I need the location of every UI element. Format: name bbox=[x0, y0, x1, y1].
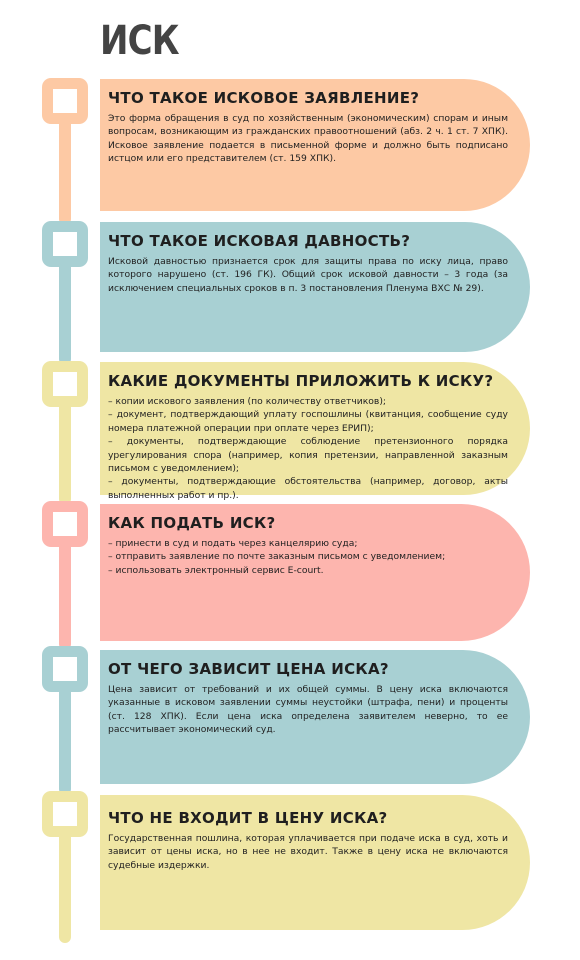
list-item: – отправить заявление по почте заказным письмом с уведомлением; bbox=[108, 551, 446, 563]
list-item: – документы, подтверждающие соблюдение претензионного порядка урегулирования спора (например, копия претензии, направленной заказным письмом с уведомлением); bbox=[108, 436, 508, 475]
list-item: – принести в суд и подать через канцелярию суда; bbox=[108, 538, 358, 549]
section-heading: ОТ ЧЕГО ЗАВИСИТ ЦЕНА ИСКА? bbox=[108, 660, 389, 678]
list-item: – документы, подтверждающие обстоятельства (например, договор, акты выполненных работ и пр.). bbox=[108, 476, 508, 501]
section-card-6 bbox=[100, 795, 530, 930]
timeline-marker-3 bbox=[42, 361, 88, 407]
section-card-5 bbox=[100, 650, 530, 784]
list-item: – использовать электронный сервис E-court. bbox=[108, 564, 324, 576]
section-heading: ЧТО ТАКОЕ ИСКОВОЕ ЗАЯВЛЕНИЕ? bbox=[108, 89, 420, 107]
timeline-marker-4 bbox=[42, 501, 88, 547]
timeline-marker-5 bbox=[42, 646, 88, 692]
section-card-2 bbox=[100, 222, 530, 352]
page-title: ИСК bbox=[100, 18, 179, 64]
section-heading: КАКИЕ ДОКУМЕНТЫ ПРИЛОЖИТЬ К ИСКУ? bbox=[108, 372, 494, 390]
section-card-4 bbox=[100, 504, 530, 641]
section-text: Цена зависит от требований и их общей суммы. В цену иска включаются указанные в исковом заявлении суммы неустойки (штрафа, пени) и проценты (ст. 128 ХПК). Если цена иска определена заявителем неверно, то ее рассчитывает экономический суд. bbox=[108, 684, 508, 736]
section-heading: КАК ПОДАТЬ ИСК? bbox=[108, 514, 276, 532]
section-heading: ЧТО НЕ ВХОДИТ В ЦЕНУ ИСКА? bbox=[108, 809, 388, 827]
timeline-marker-6 bbox=[42, 791, 88, 837]
section-text: Государственная пошлина, которая уплачивается при подаче иска в суд, хоть и зависит от цены иска, но в нее не входит. Также в цену иска не включаются судебные издержки. bbox=[108, 833, 508, 871]
timeline-marker-2 bbox=[42, 221, 88, 267]
section-text: Исковой давностью признается срок для защиты права по иску лица, право которого нарушено (ст. 196 ГК). Общий срок исковой давности – 3 года (за исключением специальных сроков в п. 3 постановления Пленума ВХС № 29). bbox=[108, 256, 508, 294]
list-item: – копии искового заявления (по количеству ответчиков); bbox=[108, 396, 387, 407]
section-text: Это форма обращения в суд по хозяйственным (экономическим) спорам и иным вопросам, возникающим из гражданских правоотношений (абз. 2 ч. 1 ст. 7 ХПК). Исковое заявление подается в письменной форме и должно быть подписано истцом или его представителем (ст. 159 ХПК). bbox=[108, 113, 508, 165]
list-item: – документ, подтверждающий уплату госпошлины (квитанция, сообщение суду номера платежной операции при оплате через ЕРИП); bbox=[108, 409, 508, 434]
timeline-marker-1 bbox=[42, 78, 88, 124]
section-heading: ЧТО ТАКОЕ ИСКОВАЯ ДАВНОСТЬ? bbox=[108, 232, 411, 250]
section-card-3 bbox=[100, 362, 530, 501]
section-card-1 bbox=[100, 79, 530, 211]
